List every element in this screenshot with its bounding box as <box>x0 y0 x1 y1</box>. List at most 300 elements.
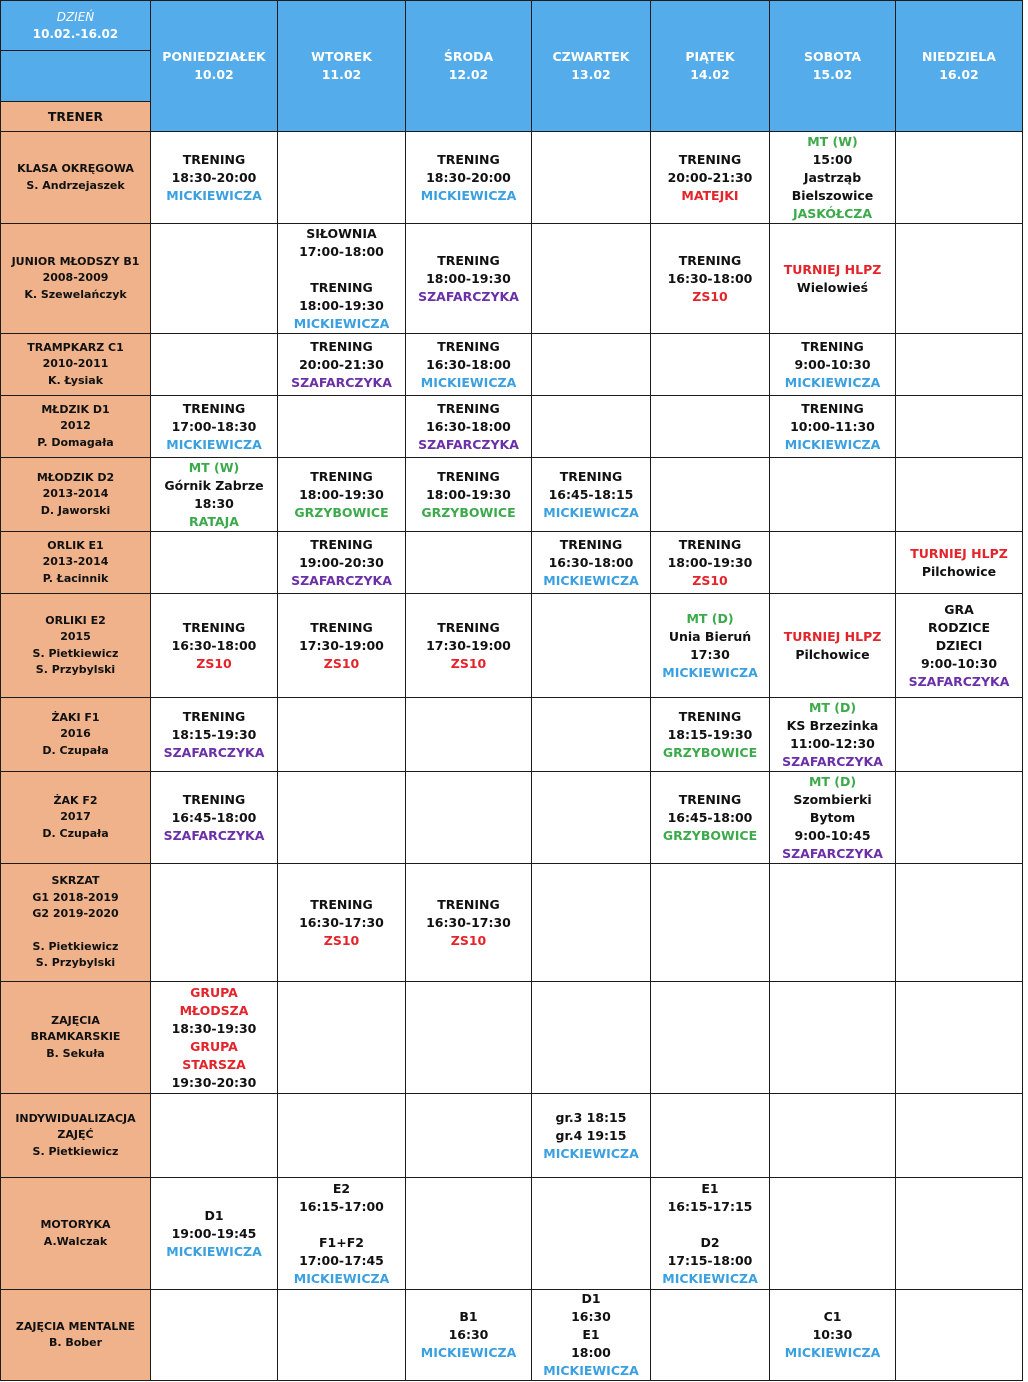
entry-line: RODZICE <box>927 619 991 635</box>
schedule-entry-cell <box>769 593 896 698</box>
team-cell <box>0 1289 151 1381</box>
team-cell <box>0 981 151 1094</box>
schedule-entry-cell <box>277 333 406 396</box>
team-cell <box>0 863 151 982</box>
corner-week-range: 10.02.-16.02 <box>32 26 119 41</box>
entry-line: 16:45-18:00 <box>667 809 753 825</box>
team-cell <box>0 593 151 698</box>
schedule-entry-cell <box>405 1289 532 1381</box>
entry-line: Bytom <box>809 809 856 825</box>
entry-line: 17:30-19:00 <box>426 637 511 653</box>
schedule-entry-cell <box>895 593 1023 698</box>
schedule-entry-cell <box>405 395 532 458</box>
entry-line: 20:00-21:30 <box>299 356 384 372</box>
empty-cell <box>531 981 651 1094</box>
entry-line: 18:00-19:30 <box>426 270 511 286</box>
empty-cell <box>150 1093 278 1178</box>
empty-cell <box>650 981 770 1094</box>
team-line: 2013-2014 <box>42 555 109 569</box>
day-name: PIĄTEK <box>685 49 735 64</box>
schedule-entry-cell <box>277 457 406 532</box>
schedule-entry-cell <box>277 1177 406 1290</box>
empty-cell <box>405 771 532 864</box>
day-date: 12.02 <box>448 67 489 82</box>
empty-cell <box>650 1289 770 1381</box>
entry-line: RATAJA <box>189 513 239 529</box>
entry-line: MT (D) <box>686 610 734 626</box>
schedule-entry-cell <box>650 131 770 224</box>
schedule-entry-cell <box>531 457 651 532</box>
entry-line: MICKIEWICZA <box>662 1270 758 1286</box>
entry-line: 18:30-20:00 <box>426 169 511 185</box>
entry-line: MICKIEWICZA <box>420 374 517 390</box>
team-line: ZAJĘĆ <box>57 1128 94 1142</box>
empty-cell <box>650 863 770 982</box>
empty-cell <box>650 333 770 396</box>
entry-line: TRENING <box>678 252 742 268</box>
team-line: A.Walczak <box>43 1234 108 1248</box>
entry-line: 16:30-18:00 <box>171 637 257 653</box>
empty-cell <box>531 771 651 864</box>
team-line: G2 2019-2020 <box>32 907 119 921</box>
empty-cell <box>895 1289 1023 1381</box>
entry-line: ZS10 <box>323 655 360 671</box>
schedule-entry-cell <box>531 531 651 594</box>
empty-cell <box>277 981 406 1094</box>
team-line: 2010-2011 <box>42 357 109 371</box>
entry-line: 19:00-19:45 <box>171 1225 257 1241</box>
entry-line: 17:30-19:00 <box>299 637 384 653</box>
entry-line: TRENING <box>678 791 742 807</box>
empty-cell <box>277 1289 406 1381</box>
schedule-entry-cell <box>769 697 896 772</box>
entry-line: GRA <box>944 601 974 617</box>
entry-line: F1+F2 <box>319 1234 364 1250</box>
schedule-entry-cell <box>895 531 1023 594</box>
entry-line: 19:30-20:30 <box>171 1074 257 1090</box>
corner-blank-cell <box>0 50 151 102</box>
schedule-entry-cell <box>650 531 770 594</box>
entry-line: TRENING <box>310 536 373 552</box>
schedule-entry-cell <box>150 771 278 864</box>
entry-line: Górnik Zabrze <box>164 477 264 493</box>
empty-cell <box>895 395 1023 458</box>
schedule-entry-cell <box>277 593 406 698</box>
day-date: 10.02 <box>194 67 234 82</box>
schedule-entry-cell <box>150 395 278 458</box>
entry-line: SZAFARCZYKA <box>291 374 392 390</box>
entry-line: 16:15-17:00 <box>299 1198 384 1214</box>
empty-cell <box>895 697 1023 772</box>
entry-line: 9:00-10:30 <box>794 356 871 372</box>
team-line: K. Szewelańczyk <box>24 287 127 301</box>
empty-cell <box>531 131 651 224</box>
entry-line: GRUPA <box>190 1038 238 1054</box>
entry-line: TRENING <box>310 279 373 295</box>
team-cell <box>0 395 151 458</box>
day-name: SOBOTA <box>803 49 861 64</box>
team-line: BRAMKARSKIE <box>30 1030 121 1044</box>
team-line: S. Pietkiewicz <box>32 939 119 953</box>
entry-line: MICKIEWICZA <box>293 315 390 331</box>
entry-line: SZAFARCZYKA <box>782 753 883 769</box>
schedule-entry-cell <box>150 697 278 772</box>
team-line: SKRZAT <box>51 874 100 888</box>
entry-line: 16:45-18:15 <box>548 486 634 502</box>
empty-cell <box>769 1093 896 1178</box>
entry-line: 20:00-21:30 <box>667 169 753 185</box>
entry-line: MICKIEWICZA <box>166 187 262 203</box>
entry-line: TRENING <box>182 151 246 167</box>
schedule-entry-cell <box>531 1289 651 1381</box>
team-line: 2016 <box>60 727 91 741</box>
empty-cell <box>769 1177 896 1290</box>
entry-line: TRENING <box>678 151 742 167</box>
entry-line: TRENING <box>801 400 864 416</box>
team-line: ORLIKI E2 <box>45 613 106 627</box>
schedule-entry-cell <box>769 223 896 334</box>
entry-line: ZS10 <box>196 655 232 671</box>
entry-line: 18:00-19:30 <box>667 554 753 570</box>
entry-line: ZS10 <box>692 288 728 304</box>
empty-cell <box>531 1177 651 1290</box>
entry-line: D2 <box>700 1234 720 1250</box>
entry-line: 11:00-12:30 <box>790 735 875 751</box>
day-header-cell <box>650 0 770 132</box>
entry-line: TRENING <box>437 468 500 484</box>
entry-line: 17:00-17:45 <box>299 1252 384 1268</box>
team-cell <box>0 1177 151 1290</box>
day-header-cell <box>531 0 651 132</box>
empty-cell <box>895 333 1023 396</box>
entry-line: GRZYBOWICE <box>421 504 516 520</box>
schedule-entry-cell <box>769 1289 896 1381</box>
entry-line: 16:45-18:00 <box>171 809 257 825</box>
day-header-cell <box>405 0 532 132</box>
entry-line: Szombierki <box>793 791 872 807</box>
team-line: JUNIOR MŁODSZY B1 <box>11 254 140 268</box>
entry-line: SZAFARCZYKA <box>782 845 883 861</box>
day-header-cell <box>277 0 406 132</box>
schedule-entry-cell <box>769 333 896 396</box>
team-line: ORLIK E1 <box>47 538 104 552</box>
empty-cell <box>277 131 406 224</box>
entry-line: 16:30-18:00 <box>426 418 511 434</box>
empty-cell <box>769 457 896 532</box>
schedule-entry-cell <box>150 593 278 698</box>
day-name: PONIEDZIAŁEK <box>162 49 266 64</box>
trener-label: TRENER <box>47 109 104 124</box>
team-cell <box>0 457 151 532</box>
trener-header-cell <box>0 101 151 132</box>
schedule-entry-cell <box>650 223 770 334</box>
entry-line: 18:00 <box>571 1345 611 1360</box>
entry-line: 18:15-19:30 <box>667 726 753 742</box>
entry-line: MICKIEWICZA <box>420 187 517 203</box>
schedule-entry-cell <box>277 223 406 334</box>
entry-line: SZAFARCZYKA <box>908 673 1010 689</box>
entry-line: TRENING <box>182 791 246 807</box>
empty-cell <box>150 863 278 982</box>
entry-line: TRENING <box>678 708 742 724</box>
entry-line: C1 <box>823 1309 842 1324</box>
entry-line: GRZYBOWICE <box>662 827 758 843</box>
schedule-entry-cell <box>277 531 406 594</box>
entry-line: TURNIEJ HLPZ <box>910 545 1008 561</box>
team-line: TRAMPKARZ C1 <box>27 340 124 354</box>
entry-line: 16:30-17:30 <box>299 914 384 930</box>
entry-line: TRENING <box>437 252 500 268</box>
entry-line: 10:30 <box>812 1327 853 1342</box>
empty-cell <box>531 333 651 396</box>
team-line: 2008-2009 <box>42 271 109 285</box>
entry-line: Jastrząb <box>803 169 862 185</box>
team-line: ZAJĘCIA MENTALNE <box>15 1319 136 1333</box>
entry-line: 16:30-17:30 <box>426 914 511 930</box>
team-line: G1 2018-2019 <box>32 890 119 904</box>
team-line: K. Łysiak <box>47 373 104 387</box>
entry-line: GRUPA <box>190 984 238 1000</box>
team-line: S. Andrzejaszek <box>26 178 125 192</box>
team-line: MŁDZIK D1 <box>41 402 110 416</box>
team-line: 2012 <box>60 419 91 433</box>
team-line: S. Przybylski <box>35 956 116 970</box>
entry-line: TRENING <box>801 338 864 354</box>
entry-line: 19:00-20:30 <box>299 554 384 570</box>
entry-line: DZIECI <box>935 637 983 653</box>
empty-cell <box>405 531 532 594</box>
schedule-entry-cell <box>650 697 770 772</box>
team-line: MŁODZIK D2 <box>36 470 115 484</box>
entry-line: MICKIEWICZA <box>543 1145 639 1161</box>
entry-line: TRENING <box>310 468 373 484</box>
empty-cell <box>895 457 1023 532</box>
entry-line: TRENING <box>437 151 500 167</box>
empty-cell <box>277 697 406 772</box>
empty-cell <box>405 1093 532 1178</box>
entry-line: TRENING <box>437 338 500 354</box>
entry-line: 16:30-18:00 <box>426 356 511 372</box>
entry-line: MICKIEWICZA <box>784 436 881 452</box>
schedule-entry-cell <box>650 593 770 698</box>
empty-cell <box>895 771 1023 864</box>
team-line: D. Czupała <box>42 743 109 757</box>
team-line: ŻAKI F1 <box>51 710 100 724</box>
entry-line: MT (W) <box>188 459 240 475</box>
entry-line: KS Brzezinka <box>786 717 879 733</box>
schedule-entry-cell <box>405 863 532 982</box>
empty-cell <box>650 457 770 532</box>
entry-line: MICKIEWICZA <box>293 1270 390 1286</box>
entry-line: D1 <box>204 1207 224 1223</box>
team-cell <box>0 1093 151 1178</box>
empty-cell <box>769 981 896 1094</box>
team-line: S. Przybylski <box>35 663 116 676</box>
team-cell <box>0 771 151 864</box>
entry-line: Pilchowice <box>921 563 997 579</box>
empty-cell <box>405 981 532 1094</box>
day-date: 13.02 <box>571 67 611 82</box>
entry-line: SZAFARCZYKA <box>163 744 265 760</box>
empty-cell <box>277 395 406 458</box>
day-date: 16.02 <box>939 67 979 82</box>
entry-line: 10:00-11:30 <box>790 418 875 434</box>
entry-line: TRENING <box>437 400 500 416</box>
entry-line: 17:00-18:00 <box>299 243 384 259</box>
empty-cell <box>405 697 532 772</box>
team-line: B. Bober <box>48 1336 103 1349</box>
entry-line: TRENING <box>437 896 500 912</box>
entry-line: 18:30-20:00 <box>171 169 257 185</box>
entry-line: 17:15-18:00 <box>667 1252 753 1268</box>
entry-line: TRENING <box>437 619 500 635</box>
schedule-entry-cell <box>150 981 278 1094</box>
entry-line: TRENING <box>678 536 742 552</box>
entry-line: 16:30-18:00 <box>667 270 753 286</box>
entry-line: MATEJKI <box>681 187 739 203</box>
entry-line: E1 <box>582 1327 600 1342</box>
entry-line: Bielszowice <box>791 187 874 203</box>
entry-line: TRENING <box>182 708 246 724</box>
team-line: D. Jaworski <box>40 503 111 517</box>
entry-line: TURNIEJ HLPZ <box>783 628 882 644</box>
day-name: CZWARTEK <box>552 49 630 64</box>
entry-line: SZAFARCZYKA <box>163 827 265 843</box>
entry-line: B1 <box>459 1309 478 1324</box>
entry-line: 18:15-19:30 <box>171 726 257 742</box>
empty-cell <box>769 531 896 594</box>
entry-line: SZAFARCZYKA <box>418 288 519 304</box>
empty-cell <box>405 1177 532 1290</box>
empty-cell <box>150 1289 278 1381</box>
entry-line: 16:15-17:15 <box>667 1198 753 1214</box>
team-cell <box>0 131 151 224</box>
entry-line: GRZYBOWICE <box>294 504 389 520</box>
entry-line: TRENING <box>310 338 373 354</box>
entry-line: 17:00-18:30 <box>171 418 257 434</box>
empty-cell <box>531 863 651 982</box>
entry-line: MICKIEWICZA <box>662 664 758 680</box>
empty-cell <box>895 1177 1023 1290</box>
day-name: ŚRODA <box>443 49 494 64</box>
entry-line: MT (W) <box>807 133 858 149</box>
empty-cell <box>895 131 1023 224</box>
entry-line: gr.4 19:15 <box>555 1127 627 1143</box>
empty-cell <box>650 1093 770 1178</box>
entry-line: MICKIEWICZA <box>420 1345 517 1360</box>
entry-line: ZS10 <box>323 932 360 948</box>
empty-cell <box>895 1093 1023 1178</box>
entry-line: 18:00-19:30 <box>299 486 384 502</box>
team-line: P. Łacinnik <box>42 571 109 585</box>
team-cell <box>0 333 151 396</box>
entry-line: MICKIEWICZA <box>543 1363 639 1378</box>
entry-line: MICKIEWICZA <box>543 572 639 588</box>
day-name: WTOREK <box>311 49 372 64</box>
entry-line: 18:30 <box>194 495 234 511</box>
entry-line: Unia Bieruń <box>668 628 752 644</box>
entry-line: JASKÓŁCZA <box>792 205 873 221</box>
empty-cell <box>531 697 651 772</box>
day-date: 11.02 <box>321 67 362 82</box>
team-line: 2017 <box>60 810 91 824</box>
entry-line: 16:30 <box>571 1309 611 1324</box>
team-line: B. Sekuła <box>46 1046 105 1060</box>
entry-line: GRZYBOWICE <box>662 744 758 760</box>
entry-line: 18:00-19:30 <box>426 486 511 502</box>
entry-line: 16:30 <box>448 1327 489 1342</box>
team-line: ŻAK F2 <box>53 793 98 807</box>
entry-line: STARSZA <box>182 1056 246 1072</box>
team-line: S. Pietkiewicz <box>32 1144 119 1158</box>
team-cell <box>0 697 151 772</box>
empty-cell <box>895 863 1023 982</box>
entry-line: MICKIEWICZA <box>784 1345 881 1360</box>
empty-cell <box>150 531 278 594</box>
schedule-entry-cell <box>277 863 406 982</box>
schedule-entry-cell <box>769 131 896 224</box>
day-header-cell <box>150 0 278 132</box>
entry-line: ZS10 <box>692 572 728 588</box>
entry-line: TRENING <box>310 896 373 912</box>
entry-line: 17:30 <box>690 646 730 662</box>
entry-line: 18:30-19:30 <box>171 1020 257 1036</box>
entry-line: TRENING <box>310 619 373 635</box>
entry-line: E2 <box>332 1180 351 1196</box>
schedule-entry-cell <box>150 457 278 532</box>
empty-cell <box>277 771 406 864</box>
empty-cell <box>150 223 278 334</box>
entry-line: MICKIEWICZA <box>166 436 262 452</box>
entry-line: TRENING <box>559 536 623 552</box>
empty-cell <box>531 395 651 458</box>
schedule-entry-cell <box>150 131 278 224</box>
entry-line: Wielowieś <box>796 279 869 295</box>
schedule-entry-cell <box>769 771 896 864</box>
team-cell <box>0 531 151 594</box>
day-name: NIEDZIELA <box>922 49 996 64</box>
entry-line: MICKIEWICZA <box>784 374 881 390</box>
entry-line: E1 <box>701 1180 719 1196</box>
entry-line: SIŁOWNIA <box>306 225 377 241</box>
empty-cell <box>150 333 278 396</box>
empty-cell <box>769 863 896 982</box>
entry-line: MICKIEWICZA <box>166 1243 262 1259</box>
schedule-entry-cell <box>405 131 532 224</box>
team-line: D. Czupała <box>42 826 109 840</box>
entry-line: 16:30-18:00 <box>548 554 634 570</box>
entry-line: MT (D) <box>808 773 857 789</box>
entry-line: MŁODSZA <box>179 1002 249 1018</box>
day-date: 14.02 <box>690 67 730 82</box>
empty-cell <box>277 1093 406 1178</box>
team-line: 2013-2014 <box>42 487 109 501</box>
team-line: INDYWIDUALIZACJA <box>15 1111 136 1125</box>
team-line: KLASA OKRĘGOWA <box>17 162 134 175</box>
entry-line: 9:00-10:30 <box>920 655 998 671</box>
entry-line: MICKIEWICZA <box>543 504 639 520</box>
schedule-entry-cell <box>405 333 532 396</box>
schedule-entry-cell <box>769 395 896 458</box>
entry-line: TRENING <box>559 468 623 484</box>
entry-line: TRENING <box>182 619 246 635</box>
team-line: S. Pietkiewicz <box>32 646 119 660</box>
entry-line: Pilchowice <box>795 646 870 662</box>
entry-line: TRENING <box>182 400 246 416</box>
schedule-entry-cell <box>405 223 532 334</box>
team-cell <box>0 223 151 334</box>
schedule-entry-cell <box>150 1177 278 1290</box>
